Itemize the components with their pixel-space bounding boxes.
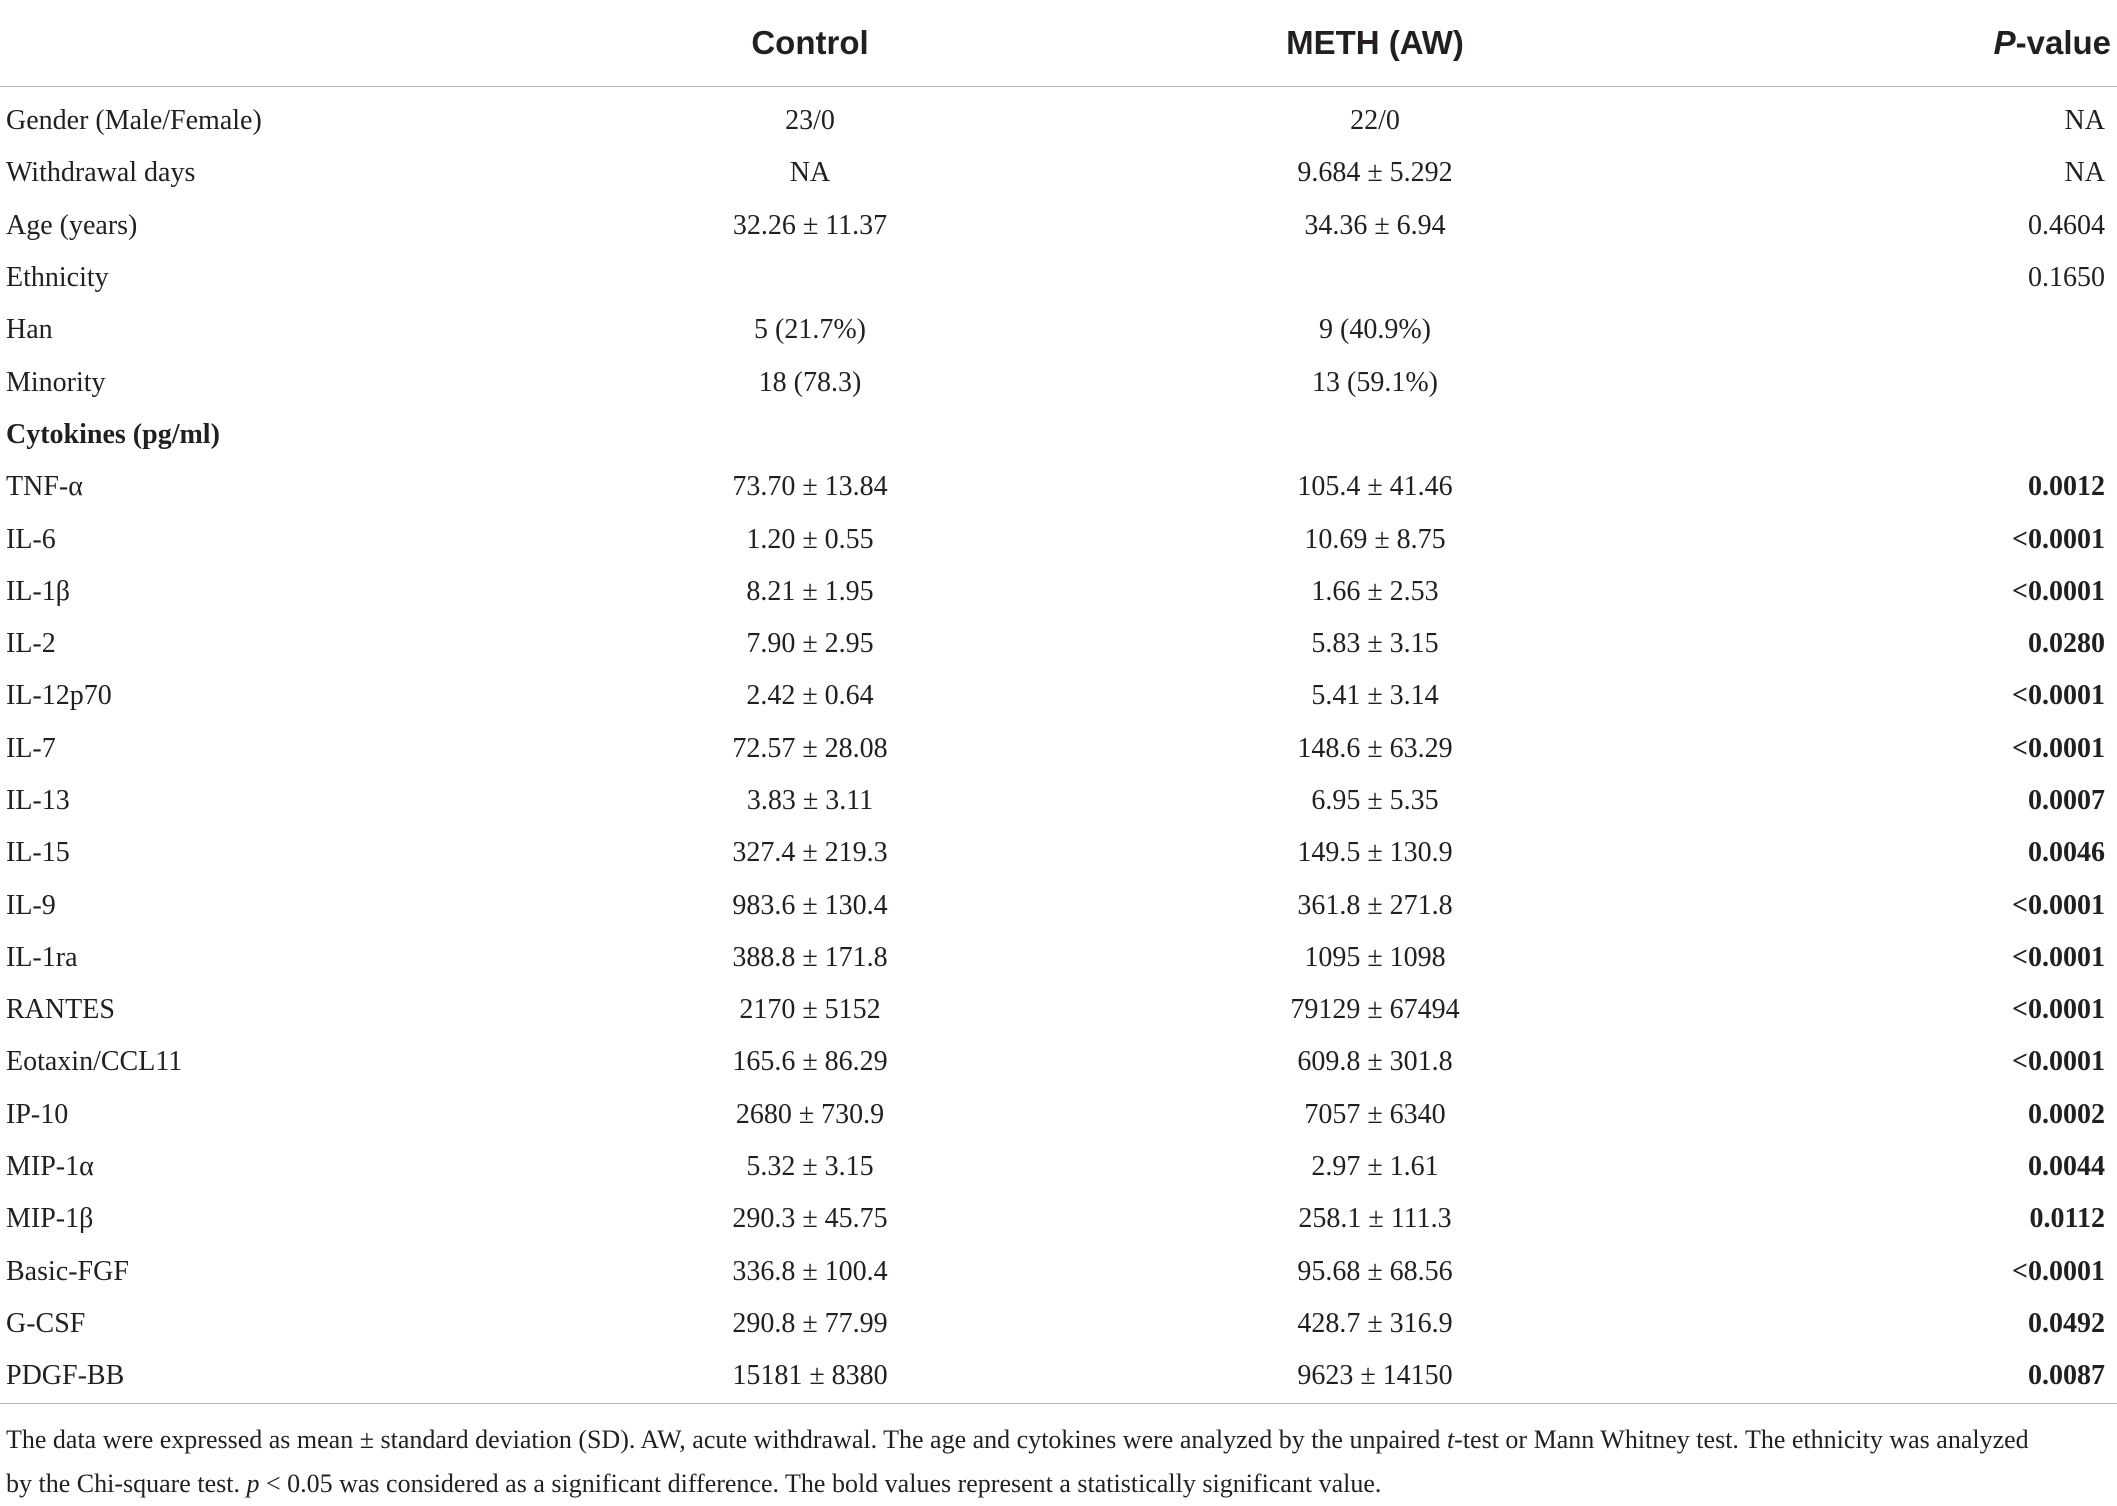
meth-value: 9.684 ± 5.292 [1297, 157, 1453, 189]
row-label: IP-10 [6, 1098, 69, 1130]
p-value: 0.0112 [2029, 1203, 2105, 1235]
control-value: 73.70 ± 13.84 [732, 471, 888, 503]
row-label: TNF-α [6, 471, 83, 503]
footnote-divider [0, 1403, 2117, 1404]
control-value: 1.20 ± 0.55 [746, 523, 874, 555]
meth-value: 6.95 ± 5.35 [1311, 785, 1439, 816]
meth-value: 13 (59.1%) [1312, 366, 1438, 398]
table-row [0, 670, 2117, 722]
meth-value: 2.97 ± 1.61 [1311, 1151, 1439, 1183]
footnote-text: The data were expressed as mean ± standard deviation (SD). AW, acute withdrawal. The age and cytokines were analyzed by the unpaired [6, 1425, 1447, 1454]
p-value: 0.1650 [2028, 262, 2105, 294]
table-row [0, 932, 2117, 984]
control-value: 290.3 ± 45.75 [732, 1203, 888, 1235]
control-value [560, 252, 1060, 304]
p-value: 0.0280 [2028, 628, 2105, 660]
control-value: 5.32 ± 3.15 [746, 1151, 874, 1183]
control-value: 5 (21.7%) [754, 314, 866, 346]
row-label: IL-15 [6, 837, 70, 869]
p-value: <0.0001 [2012, 523, 2105, 555]
row-label: IL-1β [6, 575, 70, 607]
meth-value [1060, 252, 1690, 304]
table-row [0, 147, 2117, 199]
table-row [0, 1298, 2117, 1350]
meth-value: 5.41 ± 3.14 [1311, 680, 1439, 712]
row-label: Cytokines (pg/ml) [6, 418, 220, 450]
footnote-text: -test or Mann Whitney test. The ethnicity was analyzed [1454, 1425, 2029, 1454]
meth-value: 5.83 ± 3.15 [1311, 628, 1439, 660]
p-value: 0.0012 [2028, 471, 2105, 503]
meth-value: 79129 ± 67494 [1290, 994, 1460, 1026]
header-p-value [1690, 0, 2117, 87]
footnote-text: < 0.05 was considered as a significant difference. The bold values represent a statistically significant value. [259, 1469, 1382, 1498]
footnote-italic-t: t [1446, 1425, 1455, 1454]
table-row [0, 618, 2117, 670]
control-value: 15181 ± 8380 [732, 1360, 888, 1392]
control-value: 7.90 ± 2.95 [746, 628, 874, 660]
header-p-italic: P [1993, 24, 2016, 61]
p-value: <0.0001 [2012, 575, 2105, 607]
row-label: IL-2 [6, 628, 56, 660]
row-label: Eotaxin/CCL11 [6, 1046, 183, 1078]
row-label: PDGF-BB [6, 1360, 125, 1392]
meth-value: 7057 ± 6340 [1304, 1098, 1446, 1130]
p-value: <0.0001 [2012, 889, 2105, 921]
p-value: 0.0087 [2028, 1360, 2105, 1392]
row-label: IL-13 [6, 785, 70, 816]
meth-value: 9623 ± 14150 [1297, 1360, 1453, 1392]
control-value: 3.83 ± 3.11 [746, 785, 874, 816]
p-value [1690, 304, 2117, 356]
table-row [0, 1193, 2117, 1245]
meth-value: 149.5 ± 130.9 [1297, 837, 1453, 869]
row-label: IL-7 [6, 732, 56, 764]
table-header [0, 0, 2117, 87]
table-row [0, 1036, 2117, 1088]
meth-value: 148.6 ± 63.29 [1297, 732, 1453, 764]
table-footnote [6, 1418, 2106, 1506]
row-label: Gender (Male/Female) [6, 105, 262, 137]
meth-value: 1095 ± 1098 [1304, 941, 1446, 973]
control-value [560, 409, 1060, 461]
row-label: MIP-1β [6, 1203, 94, 1235]
table-body [0, 87, 2117, 1403]
meth-value: 95.68 ± 68.56 [1297, 1255, 1453, 1287]
row-label: Age (years) [6, 209, 138, 241]
control-value: 2.42 ± 0.64 [746, 680, 874, 712]
table-row [0, 879, 2117, 931]
table-row [0, 356, 2117, 408]
p-value: NA [2064, 105, 2105, 137]
table-row [0, 723, 2117, 775]
header-meth: METH (AW) [1060, 0, 1690, 87]
row-label: MIP-1α [6, 1151, 94, 1183]
meth-value: 361.8 ± 271.8 [1297, 889, 1453, 921]
control-value: 23/0 [785, 105, 835, 137]
row-label: IL-12p70 [6, 680, 112, 712]
table-row [0, 566, 2117, 618]
table-row [0, 461, 2117, 513]
footnote-italic-p: p [246, 1469, 260, 1498]
row-label: G-CSF [6, 1307, 86, 1339]
control-value: 72.57 ± 28.08 [732, 732, 888, 764]
row-label: Ethnicity [6, 262, 109, 294]
footnote-text: by the Chi-square test. [6, 1469, 247, 1498]
p-value [1690, 409, 2117, 461]
header-label [0, 0, 560, 87]
table-row [0, 775, 2117, 827]
meth-value: 22/0 [1350, 105, 1400, 137]
table-row [0, 513, 2117, 565]
meth-value: 609.8 ± 301.8 [1297, 1046, 1453, 1078]
header-p-suffix: -value [2015, 24, 2111, 61]
p-value: 0.0492 [2028, 1307, 2105, 1339]
meth-value: 34.36 ± 6.94 [1304, 209, 1446, 241]
control-value: 327.4 ± 219.3 [732, 837, 888, 869]
table-row [0, 1089, 2117, 1141]
p-value: 0.0046 [2028, 837, 2105, 869]
p-value [1690, 356, 2117, 408]
meth-value [1060, 409, 1690, 461]
row-label: RANTES [6, 994, 115, 1026]
row-label: Withdrawal days [6, 157, 196, 189]
table-row [0, 252, 2117, 304]
p-value: NA [2064, 157, 2105, 189]
row-label: IL-1ra [6, 941, 78, 973]
p-value: <0.0001 [2012, 732, 2105, 764]
p-value: 0.0007 [2028, 785, 2105, 816]
control-value: 165.6 ± 86.29 [732, 1046, 888, 1078]
control-value: NA [789, 157, 831, 189]
table-row [0, 1350, 2117, 1402]
control-value: 336.8 ± 100.4 [732, 1255, 888, 1287]
p-value: 0.0002 [2028, 1098, 2105, 1130]
control-value: 983.6 ± 130.4 [732, 889, 888, 921]
meth-value: 10.69 ± 8.75 [1304, 523, 1446, 555]
control-value: 290.8 ± 77.99 [732, 1307, 888, 1339]
meth-value: 428.7 ± 316.9 [1297, 1307, 1453, 1339]
control-value: 2170 ± 5152 [739, 994, 881, 1026]
meth-value: 9 (40.9%) [1319, 314, 1431, 346]
table-row [0, 827, 2117, 879]
meth-value: 1.66 ± 2.53 [1311, 575, 1439, 607]
p-value: 0.0044 [2028, 1151, 2105, 1183]
control-value: 18 (78.3) [758, 366, 862, 398]
control-value: 2680 ± 730.9 [735, 1098, 885, 1130]
row-label: IL-6 [6, 523, 56, 555]
table-row [0, 1141, 2117, 1193]
control-value: 32.26 ± 11.37 [732, 209, 888, 241]
p-value: <0.0001 [2012, 1255, 2105, 1287]
table-row [0, 87, 2117, 148]
header-row [0, 0, 2117, 87]
table-row [0, 200, 2117, 252]
control-value: 388.8 ± 171.8 [732, 941, 888, 973]
p-value: <0.0001 [2012, 941, 2105, 973]
table-row [0, 409, 2117, 461]
meth-value: 105.4 ± 41.46 [1297, 471, 1453, 503]
meth-value: 258.1 ± 111.3 [1298, 1203, 1452, 1235]
p-value: <0.0001 [2012, 680, 2105, 712]
row-label: Basic-FGF [6, 1255, 129, 1287]
table-row [0, 1246, 2117, 1298]
table-row [0, 304, 2117, 356]
row-label: IL-9 [6, 889, 56, 921]
row-label: Han [6, 314, 53, 346]
p-value: 0.4604 [2028, 209, 2105, 241]
row-label: Minority [6, 366, 106, 398]
table-row [0, 984, 2117, 1036]
control-value: 8.21 ± 1.95 [746, 575, 874, 607]
header-control: Control [560, 0, 1060, 87]
p-value: <0.0001 [2012, 1046, 2105, 1078]
p-value: <0.0001 [2012, 994, 2105, 1026]
